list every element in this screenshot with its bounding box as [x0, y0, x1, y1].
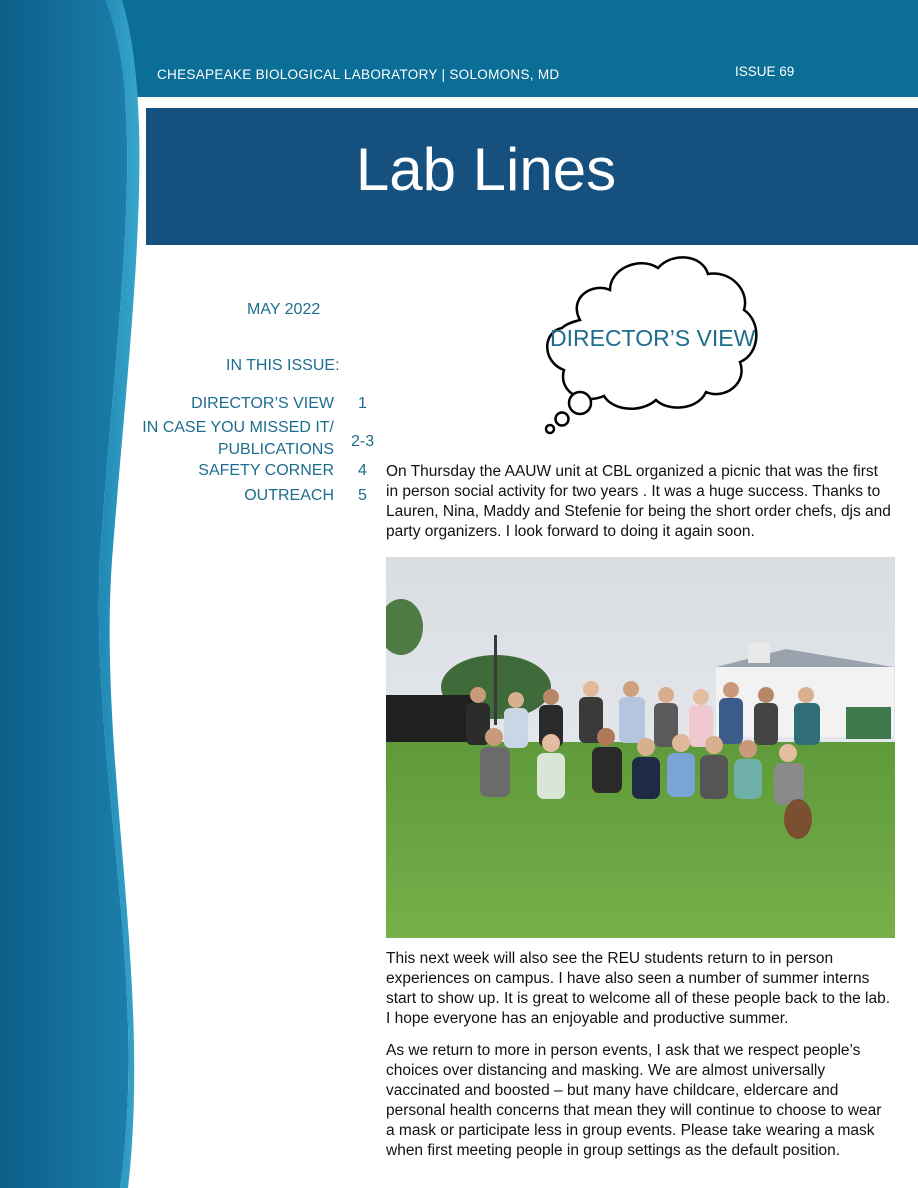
decorative-wave — [0, 0, 160, 1188]
toc-item-publications[interactable]: PUBLICATIONS — [217, 441, 334, 458]
article-paragraph-1: On Thursday the AAUW unit at CBL organized a picnic that was the first in person social activity for two years . It was a huge success. Thanks to Lauren, Nina, Maddy and Stefenie for being the short order chefs, djs and party organizers. I look forward to doing it again soon. — [386, 463, 891, 540]
toc-item-outreach[interactable]: OUTREACH — [244, 487, 334, 504]
newsletter-title: Lab Lines — [355, 136, 617, 203]
issue-date: MAY 2022 — [247, 301, 321, 318]
article-paragraph-3: As we return to more in person events, I ask that we respect people’s choices over distancing and masking. We are almost universally vaccinated and boosted – but many have childcare, eldercare and personal health concerns that mean they will continue to choose to wear a mask or participate less in group events. Please take wearing a mask when first meeting people in group settings as the default position. — [386, 1042, 882, 1159]
article-paragraph-2: This next week will also see the REU students return to in person experiences on campus. I have also seen a number of summer interns start to show up. It is great to welcome all of these people back to the lab. I hope everyone has an enjoyable and productive summer. — [386, 950, 891, 1027]
toc-heading: IN THIS ISSUE: — [226, 357, 340, 374]
organization-name: CHESAPEAKE BIOLOGICAL LABORATORY | SOLOMONS, MD — [157, 67, 560, 82]
article-heading: DIRECTOR’S VIEW — [550, 325, 756, 351]
toc-item-directors-view[interactable]: DIRECTOR’S VIEW — [191, 395, 334, 412]
toc-item-safety-corner[interactable]: SAFETY CORNER — [198, 462, 334, 479]
toc-page-outreach: 5 — [358, 487, 367, 504]
toc-page-publications: 2-3 — [351, 433, 375, 450]
group-photo — [386, 557, 895, 938]
issue-number: ISSUE 69 — [735, 64, 795, 79]
toc-page-safety-corner: 4 — [358, 462, 367, 479]
toc-item-in-case-you-missed-it[interactable]: IN CASE YOU MISSED IT/ — [142, 419, 334, 436]
toc-page-directors-view: 1 — [358, 395, 367, 412]
